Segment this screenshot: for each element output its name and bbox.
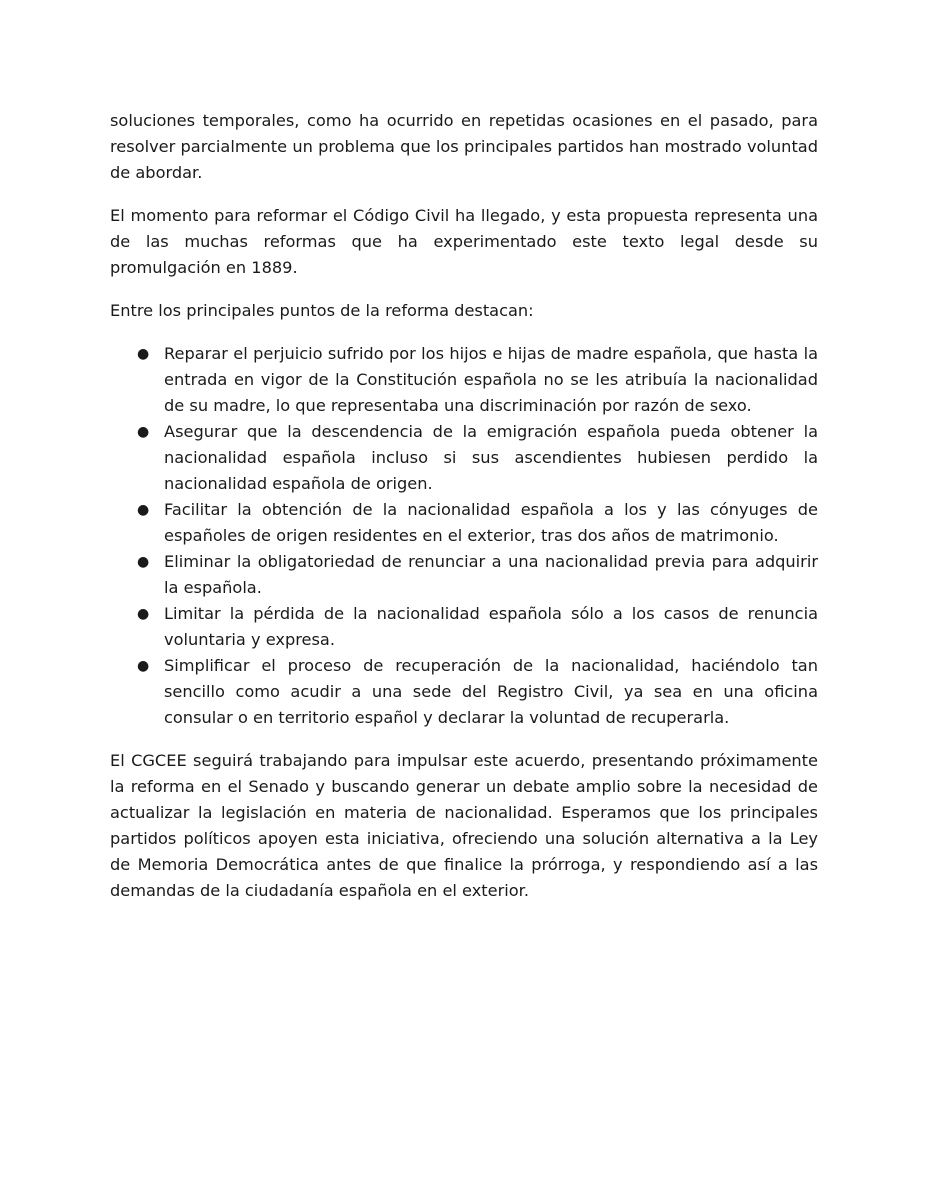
- list-item-text: Facilitar la obtención de la nacionalidad española a los y las cónyuges de españoles de origen residentes en el exterior, tras dos años de matrimonio.: [164, 500, 818, 545]
- list-item-text: Simplificar el proceso de recuperación de la nacionalidad, haciéndolo tan sencillo como acudir a una sede del Registro Civil, ya sea en una oficina consular o en territorio español y declarar la voluntad de recuperarla.: [164, 656, 818, 727]
- paragraph-closing: El CGCEE seguirá trabajando para impulsar este acuerdo, presentando próximamente la reforma en el Senado y buscando generar un debate amplio sobre la necesidad de actualizar la legislación en materia de nacionalidad. Esperamos que los principales partidos políticos apoyen esta iniciativa, ofreciendo una solución alternativa a la Ley de Memoria Democrática antes de que finalice la prórroga, y respondiendo así a las demandas de la ciudadanía española en el exterior.: [110, 751, 818, 900]
- list-item-text: Limitar la pérdida de la nacionalidad española sólo a los casos de renuncia voluntaria y expresa.: [164, 604, 818, 649]
- bullet-icon: ●: [137, 606, 150, 622]
- list-item: [110, 549, 818, 601]
- bullet-icon: ●: [137, 424, 150, 440]
- bullet-icon: ●: [137, 346, 150, 362]
- list-item-text: Reparar el perjuicio sufrido por los hijos e hijas de madre española, que hasta la entrada en vigor de la Constitución española no se les atribuía la nacionalidad de su madre, lo que representaba una discriminación por razón de sexo.: [164, 344, 818, 415]
- paragraph-list-intro: Entre los principales puntos de la reforma destacan:: [110, 301, 534, 320]
- list-item: [110, 419, 818, 497]
- paragraph-continuation: soluciones temporales, como ha ocurrido en repetidas ocasiones en el pasado, para resolver parcialmente un problema que los principales partidos han mostrado voluntad de abordar.: [110, 111, 818, 182]
- paragraph-reform-moment: El momento para reformar el Código Civil ha llegado, y esta propuesta representa una de las muchas reformas que ha experimentado este texto legal desde su promulgación en 1889.: [110, 206, 818, 277]
- reform-points-list: [110, 341, 818, 731]
- bullet-icon: ●: [137, 554, 150, 570]
- list-item-text: Eliminar la obligatoriedad de renunciar a una nacionalidad previa para adquirir la española.: [164, 552, 818, 597]
- list-item: [110, 341, 818, 419]
- bullet-icon: ●: [137, 502, 150, 518]
- list-item: [110, 601, 818, 653]
- list-item-text: Asegurar que la descendencia de la emigración española pueda obtener la nacionalidad española incluso si sus ascendientes hubiesen perdido la nacionalidad española de origen.: [164, 422, 818, 493]
- list-item: [110, 653, 818, 731]
- bullet-icon: ●: [137, 658, 150, 674]
- document-page: [110, 108, 818, 921]
- list-item: [110, 497, 818, 549]
